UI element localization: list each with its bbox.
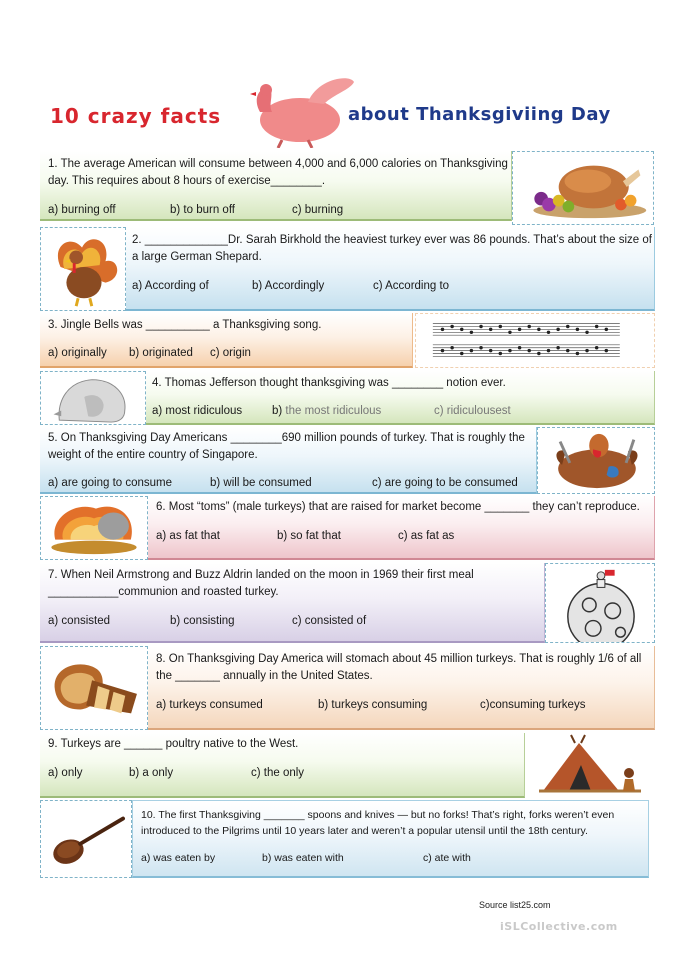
question-2-box — [126, 227, 655, 311]
question-9-option-a[interactable]: a) only — [48, 767, 83, 779]
teepee-image — [525, 733, 655, 798]
question-1-line-2: day. This requires about 8 hours of exercise________. — [48, 175, 326, 187]
question-10-box — [132, 800, 649, 878]
question-4-option-b-rest: the most ridiculous — [285, 405, 382, 417]
question-1-option-b[interactable]: b) to burn off — [170, 204, 235, 216]
turkey-title-icon — [238, 68, 358, 148]
question-5-option-b[interactable]: b) will be consumed — [210, 477, 312, 489]
question-8-line-1: 8. On Thanksgiving Day America will stomach about 45 million turkeys. That is roughly 1/6 of all — [156, 653, 642, 665]
question-10-option-a[interactable]: a) was eaten by — [141, 852, 216, 864]
question-7-box — [40, 563, 545, 643]
question-8-option-c[interactable]: c)consuming turkeys — [480, 699, 586, 711]
watermark: iSLCollective.com — [500, 920, 618, 933]
question-9-option-c[interactable]: c) the only — [251, 767, 305, 779]
turkey-with-cutlery-image — [537, 427, 655, 494]
question-7-option-c[interactable]: c) consisted of — [292, 615, 367, 627]
question-7-line-2: ___________communion and roasted turkey. — [48, 586, 279, 598]
question-2-option-c[interactable]: c) According to — [373, 280, 450, 292]
question-5-line-1: 5. On Thanksgiving Day Americans ________690 million pounds of turkey. That is roughly the — [48, 432, 525, 444]
jefferson-portrait-image — [40, 371, 146, 425]
question-5-box — [40, 427, 537, 494]
question-2-line-2: a large German Shepard. — [132, 251, 262, 263]
question-5-option-a[interactable]: a) are going to consume — [48, 477, 173, 489]
question-3-option-b[interactable]: b) originated — [129, 347, 193, 359]
cartoon-turkey-image — [40, 227, 126, 311]
question-1-option-c[interactable]: c) burning — [292, 204, 344, 216]
roast-turkey-image — [512, 151, 654, 225]
turkey-platter-image — [40, 496, 148, 560]
question-4-line-1: 4. Thomas Jefferson thought thanksgiving was ________ notion ever. — [152, 377, 506, 389]
question-4-option-b[interactable]: b) the most ridiculous — [272, 405, 382, 417]
question-6-line-1: 6. Most “toms” (male turkeys) that are raised for market become _______ they can’t reproduce. — [156, 501, 640, 513]
question-1-option-a[interactable]: a) burning off — [48, 204, 116, 216]
question-10-line-1: 10. The first Thanksgiving _______ spoons and knives — but no forks! That’s right, forks weren’t even — [141, 809, 615, 821]
question-5-option-c[interactable]: c) are going to be consumed — [372, 477, 518, 489]
question-4-option-c[interactable]: c) ridiculousest — [434, 405, 511, 417]
question-9-line-1: 9. Turkeys are ______ poultry native to the West. — [48, 738, 299, 750]
question-1-box — [40, 151, 512, 221]
sheet-music-image — [415, 313, 655, 368]
question-8-option-a[interactable]: a) turkeys consumed — [156, 699, 263, 711]
question-6-option-a[interactable]: a) as fat that — [156, 530, 220, 542]
question-3-option-c[interactable]: c) origin — [210, 347, 251, 359]
source-credit: Source list25.com — [479, 900, 551, 910]
question-9-option-b[interactable]: b) a only — [129, 767, 174, 779]
question-6-option-b[interactable]: b) so fat that — [277, 530, 341, 542]
question-10-option-c[interactable]: c) ate with — [423, 852, 471, 864]
question-7-option-b[interactable]: b) consisting — [170, 615, 235, 627]
question-4-box — [146, 371, 655, 425]
title-left: 10 crazy facts — [50, 104, 222, 128]
question-1-line-1: 1. The average American will consume between 4,000 and 6,000 calories on Thanksgiving — [48, 158, 508, 170]
question-8-box — [148, 646, 655, 730]
question-2-option-b[interactable]: b) Accordingly — [252, 280, 325, 292]
question-8-line-2: the _______ annually in the United States. — [156, 670, 373, 682]
question-6-box — [148, 496, 655, 560]
title-right: about Thanksgiviing Day — [348, 104, 611, 125]
question-10-option-b[interactable]: b) was eaten with — [262, 852, 344, 864]
question-2-line-1: 2. _____________Dr. Sarah Birkhold the heaviest turkey ever was 86 pounds. That’s about the size of — [132, 234, 652, 246]
question-3-box — [40, 313, 413, 368]
question-8-option-b[interactable]: b) turkeys consuming — [318, 699, 428, 711]
moon-astronaut-image — [545, 563, 655, 643]
question-7-line-1: 7. When Neil Armstrong and Buzz Aldrin landed on the moon in 1969 their first meal — [48, 569, 474, 581]
question-9-box — [40, 733, 525, 798]
bread-loaf-image — [40, 646, 148, 730]
question-10-line-2: introduced to the Pilgrims until 10 years later and weren’t a popular utensil until the 18th century. — [141, 825, 588, 837]
question-3-option-a[interactable]: a) originally — [48, 347, 107, 359]
question-6-option-c[interactable]: c) as fat as — [398, 530, 455, 542]
question-4-option-a[interactable]: a) most ridiculous — [152, 405, 243, 417]
wooden-spoon-image — [40, 800, 132, 878]
question-5-line-2: weight of the entire country of Singapore. — [48, 449, 258, 461]
question-7-option-a[interactable]: a) consisted — [48, 615, 111, 627]
question-2-option-a[interactable]: a) According of — [132, 280, 209, 292]
question-3-line-1: 3. Jingle Bells was __________ a Thanksgiving song. — [48, 319, 322, 331]
